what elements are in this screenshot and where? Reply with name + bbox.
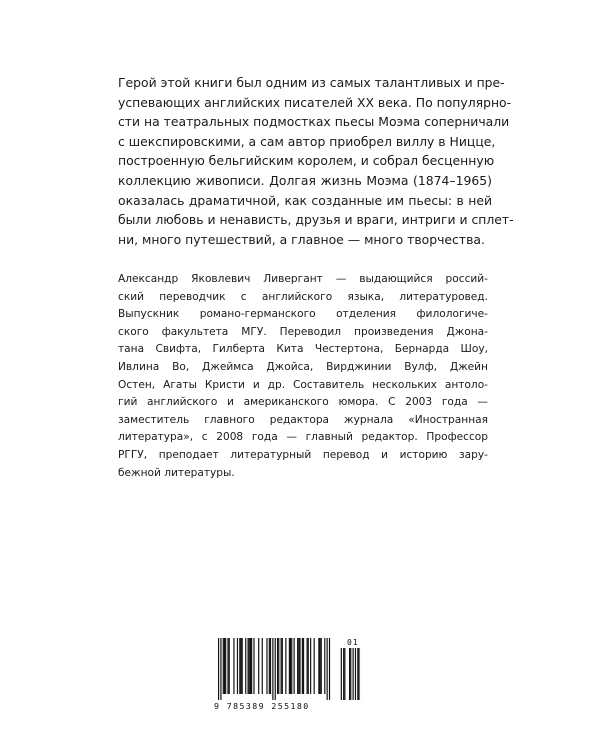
barcode-bar (262, 638, 263, 694)
barcode-bar (249, 638, 250, 694)
barcode-bar (218, 638, 219, 700)
blurb-line: успевающих английских писателей XX века. По популярно- (118, 94, 512, 110)
barcode-addon-code: 01 (347, 638, 359, 647)
bio-line: РГГУ, преподает литературный перевод и историю зару- (118, 448, 488, 461)
blurb-line: Герой этой книги был одним из самых талантливых и пре- (118, 75, 505, 90)
barcode-addon-bar (343, 648, 344, 700)
barcode-bar (299, 638, 300, 694)
barcode-bar (291, 638, 292, 694)
barcode-bar (278, 638, 279, 694)
barcode-bar (248, 638, 249, 694)
barcode-bar (308, 638, 309, 694)
barcode-bar (298, 638, 299, 694)
barcode-bars (210, 638, 362, 704)
blurb-line: были любовь и ненависть, друзья и враги, интриги и сплет- (118, 212, 514, 228)
barcode-bar (314, 638, 315, 694)
barcode-bar (310, 638, 311, 694)
barcode-bar (324, 638, 325, 694)
bio-line: заместитель главного редактора журнала «Иностранная (118, 413, 488, 426)
bio-line: Александр Яковлевич Ливергант — выдающийся россий- (118, 273, 488, 285)
barcode-bar (303, 638, 304, 694)
isbn-barcode (210, 638, 362, 718)
barcode-addon-bar (357, 648, 358, 700)
barcode-bar (277, 638, 278, 694)
blurb-line: ни, много путешествий, а главное — много творчества. (118, 231, 485, 247)
isbn-number: 9 785389 255180 (214, 701, 310, 711)
barcode-bar (318, 638, 319, 694)
bio-line: литература», с 2008 года — главный редактор. Профессор (118, 431, 488, 444)
barcode-bar (245, 638, 246, 694)
barcode-bar (253, 638, 254, 694)
barcode-bar (227, 638, 228, 694)
book-blurb (118, 73, 514, 249)
barcode-bar (329, 638, 330, 700)
blurb-line: с шекспировскими, а сам автор приобрел виллу в Ницце, (118, 133, 496, 149)
barcode-bar (289, 638, 290, 694)
blurb-line: построенную бельгийским королем, и собрал бесценную (118, 153, 495, 169)
barcode-bar (225, 638, 226, 694)
barcode-bar (229, 638, 230, 694)
barcode-bar (251, 638, 252, 694)
bio-line: Остен, Агаты Кристи и др. Составитель нескольких антоло- (118, 378, 488, 391)
barcode-bar (224, 638, 225, 694)
barcode-bar (240, 638, 241, 694)
bio-line: тана Свифта, Гилберта Кита Честертона, Бернарда Шоу, (118, 343, 488, 356)
barcode-bar (272, 638, 273, 700)
bio-line: бежной литературы. (118, 466, 235, 479)
blurb-line: коллекцию живописи. Долгая жизнь Моэма (1874–1965) (118, 172, 492, 188)
barcode-bar (285, 638, 286, 694)
bio-line: ского факультета МГУ. Переводил произведения Джона- (118, 325, 488, 338)
barcode-bar (250, 638, 251, 694)
barcode-bar (294, 638, 295, 694)
barcode-bar (266, 638, 267, 694)
barcode-bar (233, 638, 234, 694)
barcode-bar (220, 638, 221, 700)
barcode-bar (282, 638, 283, 694)
barcode-bar (302, 638, 303, 694)
barcode-bar (242, 638, 243, 694)
barcode-addon-bar (353, 648, 354, 700)
barcode-bar (275, 638, 276, 700)
barcode-bar (281, 638, 282, 694)
barcode-addon-bar (355, 648, 356, 700)
barcode-bar (290, 638, 291, 694)
barcode-bar (319, 638, 320, 694)
bio-line: ский переводчик с английского языка, литературовед. (118, 290, 488, 303)
bio-line: Выпускник романо-германского отделения филологиче- (118, 308, 488, 321)
blurb-line: сти на театральных подмостках пьесы Моэма соперничали (118, 114, 510, 130)
barcode-addon-bar (358, 648, 359, 700)
barcode-bar (321, 638, 322, 694)
barcode-bar (297, 638, 298, 694)
barcode-addon-bar (349, 648, 350, 700)
barcode-bar (258, 638, 259, 694)
barcode-bar (327, 638, 328, 700)
blurb-line: оказалась драматичной, как созданные им пьесы: в ней (118, 192, 492, 208)
barcode-addon-bar (344, 648, 345, 700)
bio-line: гий английского и американского юмора. С 2003 года — (118, 396, 488, 409)
barcode-bar (237, 638, 238, 694)
barcode-addon-bar (350, 648, 351, 700)
barcode-bar (307, 638, 308, 694)
barcode-bar (223, 638, 224, 694)
barcode-addon-bar (341, 648, 342, 700)
author-bio (118, 271, 488, 482)
barcode-bar (239, 638, 240, 694)
bio-line: Ивлина Во, Джеймса Джойса, Вирджинии Вулф, Джейн (118, 360, 488, 373)
barcode-bar (269, 638, 270, 694)
barcode-bar (270, 638, 271, 694)
